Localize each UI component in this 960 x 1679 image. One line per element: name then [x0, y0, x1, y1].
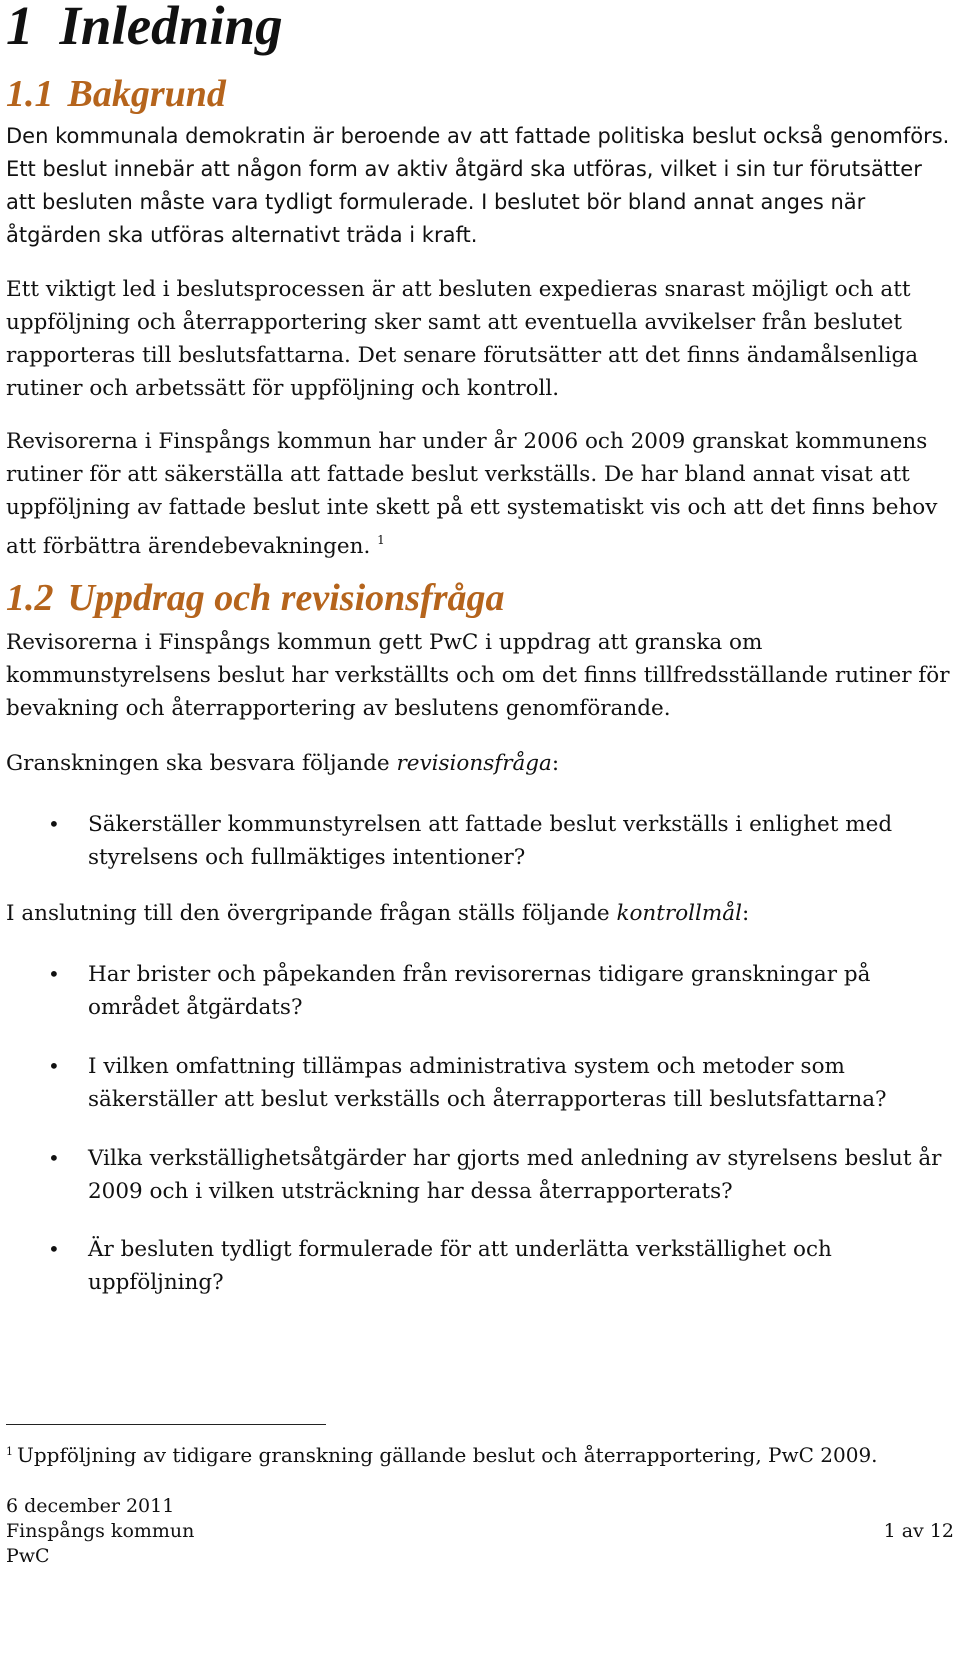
paragraph-text — [6, 897, 954, 930]
section-title: Bakgrund — [67, 73, 226, 115]
section-title: Uppdrag och revisionsfråga — [67, 577, 505, 619]
term-revisionsfraga: revisionsfråga — [396, 751, 552, 776]
bullet-dot: • — [48, 962, 60, 986]
section-heading-bakgrund — [6, 72, 226, 116]
page-footer — [6, 1494, 954, 1569]
colon: : — [741, 901, 750, 926]
bullet-dot: • — [48, 1237, 60, 1261]
footer-date: 6 december 2011 — [6, 1495, 175, 1517]
paragraph-question-intro — [6, 747, 954, 780]
bullet-text: Säkerställer kommunstyrelsen att fattade beslut verkställs i enlighet med styrelsens och fullmäktiges intentioner? — [88, 812, 893, 870]
paragraph-bakgrund-3 — [6, 425, 954, 563]
footnote-separator — [6, 1424, 326, 1425]
footer-organization: Finspångs kommun — [6, 1520, 195, 1542]
term-kontrollmal: kontrollmål — [616, 901, 742, 926]
paragraph-body: Revisorerna i Finspångs kommun har under år 2006 och 2009 granskat kommunens rutiner för att säkerställa att fattade beslut verkställs. De har bland annat visat att uppföljning av fattade beslut inte skett på ett systematiskt vis och att det finns behov att förbättra ärendebevakningen. — [6, 429, 938, 559]
chapter-number: 1 — [6, 0, 34, 56]
chapter-title: Inledning — [59, 0, 283, 56]
paragraph-text — [6, 747, 954, 780]
footer-company: PwC — [6, 1545, 50, 1567]
paragraph-text: Ett viktigt led i beslutsprocessen är att besluten expedieras snarast möjligt och att uppföljning och återrapportering sker samt att eventuella avvikelser från beslutet rapporteras till beslutsfattarna. Det senare förutsätter att det finns ändamålsenliga rutiner och arbetssätt för uppföljning och kontroll. — [6, 277, 919, 401]
intro-text: Granskningen ska besvara följande — [6, 751, 397, 776]
bullet-text: I vilken omfattning tillämpas administrativa system och metoder som säkerställer att beslut verkställs och återrapporteras till beslutsfattarna? — [88, 1054, 887, 1112]
section-number: 1.1 — [6, 73, 54, 115]
section-number: 1.2 — [6, 577, 54, 619]
intro-text: I anslutning till den övergripande frågan ställs följande — [6, 901, 617, 926]
paragraph-bakgrund-2 — [6, 273, 954, 405]
section-heading-uppdrag — [6, 576, 505, 620]
chapter-heading — [6, 0, 283, 57]
footnote-reference[interactable]: 1 — [377, 533, 385, 547]
paragraph-text: Den kommunala demokratin är beroende av att fattade politiska beslut också genomförs. Ett beslut innebär att någon form av aktiv åtgärd ska utföras, vilket i sin tur förutsätter att besluten måste vara tydligt formulerade. I beslutet bör bland annat anges när åtgärden ska utföras alternativt träda i kraft. — [6, 124, 950, 247]
paragraph-control-intro — [6, 897, 954, 930]
bullet-text: Är besluten tydligt formulerade för att underlätta verkställighet och uppföljning? — [88, 1237, 832, 1295]
paragraph-text — [6, 425, 954, 563]
footnote-text: Uppföljning av tidigare granskning gällande beslut och återrapportering, PwC 2009. — [17, 1443, 878, 1467]
paragraph-uppdrag-1 — [6, 626, 954, 725]
colon: : — [551, 751, 560, 776]
bullet-text: Vilka verkställighetsåtgärder har gjorts med anledning av styrelsens beslut år 2009 och i vilken utsträckning har dessa återrapporterats? — [88, 1146, 942, 1204]
page-number: 1 av 12 — [883, 1520, 954, 1542]
paragraph-text: Revisorerna i Finspångs kommun gett PwC i uppdrag att granska om kommunstyrelsens beslut har verkställts och om det finns tillfredsställande rutiner för bevakning och återrapportering av beslutens genomförande. — [6, 630, 950, 721]
bullet-text: Har brister och påpekanden från revisorernas tidigare granskningar på området åtgärdats? — [88, 962, 871, 1020]
bullet-dot: • — [48, 1054, 60, 1078]
bullet-dot: • — [48, 812, 60, 836]
footnote-marker: 1 — [6, 1445, 13, 1458]
paragraph-bakgrund-1 — [6, 120, 954, 252]
bullet-dot: • — [48, 1146, 60, 1170]
footnote — [6, 1438, 878, 1469]
